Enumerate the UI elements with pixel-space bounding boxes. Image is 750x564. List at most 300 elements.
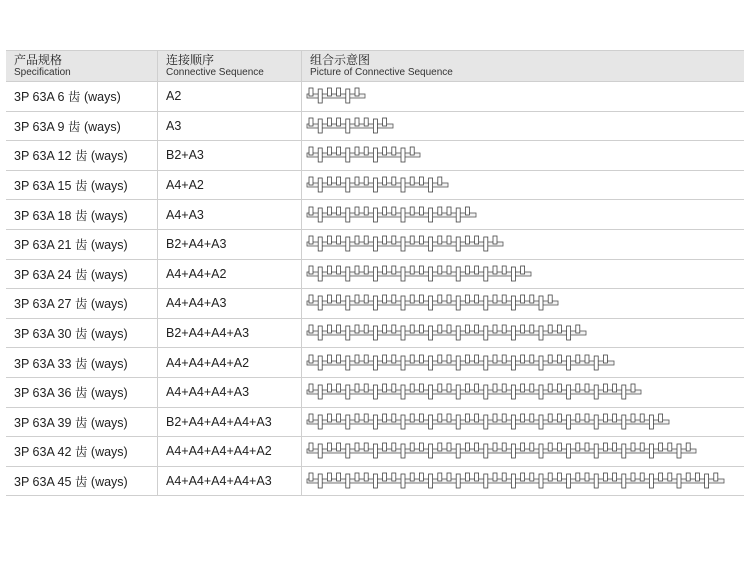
busbar-tooth	[649, 415, 653, 429]
table-header	[6, 50, 744, 82]
busbar-tooth	[475, 473, 479, 481]
busbar-tooth	[622, 415, 626, 429]
busbar-diagram	[306, 205, 478, 225]
busbar-tooth	[465, 207, 469, 215]
busbar-tooth	[475, 295, 479, 303]
busbar-tooth	[327, 236, 331, 244]
busbar-tooth	[401, 237, 405, 251]
busbar-tooth	[419, 473, 423, 481]
busbar-diagram	[306, 116, 395, 136]
sequence-cell: A4+A4+A4+A4+A3	[157, 467, 301, 496]
busbar-tooth	[677, 444, 681, 458]
busbar-tooth	[373, 178, 377, 192]
busbar-tooth	[557, 355, 561, 363]
table-body	[6, 82, 744, 496]
busbar-tooth	[410, 325, 414, 333]
table-row	[6, 260, 744, 290]
busbar-tooth	[548, 414, 552, 422]
busbar-tooth	[318, 356, 322, 370]
busbar-tooth	[355, 384, 359, 392]
busbar-tooth	[355, 118, 359, 126]
busbar-tooth	[355, 236, 359, 244]
busbar-diagram	[306, 234, 505, 254]
busbar-tooth	[355, 207, 359, 215]
busbar-tooth	[364, 414, 368, 422]
busbar-tooth	[594, 415, 598, 429]
busbar-tooth	[401, 444, 405, 458]
spec-cell: 3P 63A 33 齿 (ways)	[14, 356, 128, 371]
busbar-tooth	[373, 296, 377, 310]
busbar-tooth	[613, 473, 617, 481]
busbar-tooth	[585, 384, 589, 392]
spec-cell: 3P 63A 21 齿 (ways)	[14, 238, 128, 253]
busbar-tooth	[383, 118, 387, 126]
busbar-tooth	[346, 415, 350, 429]
busbar-tooth	[429, 296, 433, 310]
busbar-tooth	[548, 355, 552, 363]
busbar-tooth	[318, 178, 322, 192]
busbar-tooth	[659, 414, 663, 422]
busbar-tooth	[567, 474, 571, 488]
busbar-tooth	[567, 356, 571, 370]
busbar-tooth	[410, 266, 414, 274]
busbar-tooth	[668, 473, 672, 481]
busbar-tooth	[502, 414, 506, 422]
table-row	[6, 82, 744, 112]
busbar-tooth	[548, 325, 552, 333]
busbar-tooth	[603, 443, 607, 451]
busbar-tooth	[337, 325, 341, 333]
busbar-picture-cell	[301, 348, 744, 377]
busbar-tooth	[401, 208, 405, 222]
busbar-tooth	[484, 385, 488, 399]
busbar-tooth	[383, 295, 387, 303]
busbar-diagram	[306, 86, 367, 106]
busbar-diagram	[306, 323, 588, 343]
busbar-tooth	[419, 236, 423, 244]
busbar-tooth	[493, 355, 497, 363]
spec-cell: 3P 63A 12 齿 (ways)	[14, 149, 128, 164]
sequence-cell: A2	[157, 82, 301, 111]
busbar-tooth	[456, 237, 460, 251]
busbar-tooth	[309, 147, 313, 155]
busbar-tooth	[567, 326, 571, 340]
busbar-tooth	[465, 384, 469, 392]
busbar-tooth	[392, 266, 396, 274]
busbar-tooth	[392, 295, 396, 303]
busbar-tooth	[493, 473, 497, 481]
busbar-tooth	[410, 355, 414, 363]
busbar-picture-cell	[301, 437, 744, 466]
busbar-tooth	[337, 207, 341, 215]
busbar-tooth	[521, 266, 525, 274]
busbar-tooth	[318, 415, 322, 429]
busbar-tooth	[309, 295, 313, 303]
busbar-tooth	[539, 474, 543, 488]
busbar-tooth	[373, 267, 377, 281]
busbar-tooth	[392, 384, 396, 392]
busbar-tooth	[447, 325, 451, 333]
busbar-tooth	[521, 355, 525, 363]
busbar-tooth	[502, 473, 506, 481]
busbar-tooth	[410, 177, 414, 185]
busbar-tooth	[539, 444, 543, 458]
busbar-tooth	[456, 296, 460, 310]
busbar-tooth	[631, 473, 635, 481]
busbar-tooth	[475, 236, 479, 244]
busbar-tooth	[346, 474, 350, 488]
busbar-tooth	[392, 414, 396, 422]
busbar-tooth	[447, 384, 451, 392]
busbar-tooth	[640, 443, 644, 451]
busbar-tooth	[649, 444, 653, 458]
busbar-tooth	[419, 355, 423, 363]
busbar-tooth	[438, 236, 442, 244]
busbar-tooth	[640, 473, 644, 481]
busbar-tooth	[530, 443, 534, 451]
header-specification	[6, 51, 157, 81]
busbar-tooth	[337, 177, 341, 185]
busbar-tooth	[383, 443, 387, 451]
busbar-picture-cell	[301, 319, 744, 348]
busbar-tooth	[373, 444, 377, 458]
table-row	[6, 378, 744, 408]
busbar-tooth	[309, 177, 313, 185]
busbar-tooth	[337, 295, 341, 303]
busbar-tooth	[484, 267, 488, 281]
sequence-cell: A4+A4+A4+A2	[157, 348, 301, 377]
sequence-cell: A4+A4+A2	[157, 260, 301, 289]
busbar-tooth	[465, 443, 469, 451]
table-row	[6, 200, 744, 230]
busbar-tooth	[346, 356, 350, 370]
table-row	[6, 348, 744, 378]
busbar-tooth	[392, 355, 396, 363]
header-spec-en: Specification	[14, 66, 71, 78]
busbar-tooth	[603, 384, 607, 392]
busbar-tooth	[337, 443, 341, 451]
busbar-tooth	[383, 177, 387, 185]
busbar-tooth	[419, 207, 423, 215]
table-row	[6, 230, 744, 260]
busbar-tooth	[364, 236, 368, 244]
busbar-tooth	[318, 208, 322, 222]
busbar-tooth	[429, 385, 433, 399]
sequence-cell: A4+A4+A4+A3	[157, 378, 301, 407]
busbar-tooth	[429, 326, 433, 340]
busbar-tooth	[438, 473, 442, 481]
busbar-tooth	[557, 443, 561, 451]
busbar-tooth	[594, 444, 598, 458]
busbar-tooth	[502, 295, 506, 303]
spec-cell: 3P 63A 18 齿 (ways)	[14, 208, 128, 223]
busbar-tooth	[383, 355, 387, 363]
busbar-tooth	[364, 295, 368, 303]
busbar-tooth	[705, 474, 709, 488]
busbar-diagram	[306, 264, 533, 284]
header-sequence	[157, 51, 301, 81]
header-seq-zh: 连接顺序	[166, 52, 215, 67]
busbar-tooth	[438, 295, 442, 303]
busbar-tooth	[401, 356, 405, 370]
busbar-tooth	[392, 147, 396, 155]
busbar-tooth	[511, 474, 515, 488]
busbar-tooth	[493, 266, 497, 274]
busbar-diagram	[306, 353, 616, 373]
busbar-tooth	[447, 295, 451, 303]
table-row	[6, 437, 744, 467]
busbar-tooth	[346, 208, 350, 222]
busbar-tooth	[686, 473, 690, 481]
busbar-diagram	[306, 471, 726, 491]
busbar-tooth	[383, 325, 387, 333]
busbar-tooth	[594, 474, 598, 488]
busbar-tooth	[521, 473, 525, 481]
busbar-tooth	[355, 88, 359, 96]
busbar-tooth	[585, 414, 589, 422]
busbar-tooth	[456, 326, 460, 340]
busbar-tooth	[567, 385, 571, 399]
spec-cell: 3P 63A 30 齿 (ways)	[14, 327, 128, 342]
busbar-tooth	[318, 326, 322, 340]
busbar-tooth	[429, 474, 433, 488]
busbar-tooth	[585, 443, 589, 451]
busbar-tooth	[346, 237, 350, 251]
busbar-tooth	[337, 473, 341, 481]
busbar-tooth	[493, 414, 497, 422]
busbar-tooth	[557, 414, 561, 422]
busbar-tooth	[502, 355, 506, 363]
busbar-tooth	[631, 443, 635, 451]
busbar-tooth	[392, 207, 396, 215]
busbar-tooth	[557, 325, 561, 333]
sequence-cell: A3	[157, 112, 301, 141]
busbar-tooth	[346, 326, 350, 340]
busbar-tooth	[511, 326, 515, 340]
busbar-tooth	[346, 178, 350, 192]
busbar-tooth	[438, 414, 442, 422]
busbar-tooth	[539, 296, 543, 310]
busbar-tooth	[318, 296, 322, 310]
busbar-tooth	[576, 414, 580, 422]
busbar-tooth	[327, 266, 331, 274]
busbar-tooth	[438, 266, 442, 274]
busbar-tooth	[327, 355, 331, 363]
busbar-picture-cell	[301, 467, 744, 496]
busbar-tooth	[557, 384, 561, 392]
busbar-tooth	[373, 237, 377, 251]
busbar-tooth	[530, 384, 534, 392]
busbar-diagram	[306, 412, 671, 432]
table-row	[6, 408, 744, 438]
busbar-tooth	[355, 147, 359, 155]
busbar-tooth	[631, 414, 635, 422]
busbar-tooth	[530, 473, 534, 481]
busbar-tooth	[373, 208, 377, 222]
busbar-tooth	[355, 177, 359, 185]
busbar-tooth	[383, 414, 387, 422]
busbar-tooth	[521, 384, 525, 392]
busbar-tooth	[511, 296, 515, 310]
busbar-tooth	[309, 207, 313, 215]
busbar-tooth	[438, 207, 442, 215]
busbar-tooth	[373, 326, 377, 340]
busbar-picture-cell	[301, 260, 744, 289]
busbar-tooth	[677, 474, 681, 488]
busbar-tooth	[392, 177, 396, 185]
busbar-tooth	[530, 355, 534, 363]
sequence-cell: B2+A3	[157, 141, 301, 170]
busbar-tooth	[327, 443, 331, 451]
busbar-tooth	[401, 326, 405, 340]
busbar-tooth	[465, 266, 469, 274]
busbar-tooth	[318, 444, 322, 458]
busbar-tooth	[392, 443, 396, 451]
busbar-tooth	[318, 148, 322, 162]
busbar-tooth	[659, 443, 663, 451]
busbar-tooth	[337, 147, 341, 155]
spec-table	[6, 50, 744, 496]
busbar-tooth	[364, 384, 368, 392]
busbar-tooth	[429, 178, 433, 192]
busbar-tooth	[548, 443, 552, 451]
busbar-tooth	[456, 444, 460, 458]
sequence-cell: A4+A4+A3	[157, 289, 301, 318]
busbar-tooth	[355, 443, 359, 451]
busbar-tooth	[622, 444, 626, 458]
busbar-tooth	[309, 88, 313, 96]
busbar-tooth	[447, 443, 451, 451]
busbar-tooth	[511, 267, 515, 281]
busbar-tooth	[364, 325, 368, 333]
busbar-tooth	[622, 474, 626, 488]
busbar-tooth	[686, 443, 690, 451]
busbar-tooth	[327, 88, 331, 96]
busbar-tooth	[410, 384, 414, 392]
busbar-tooth	[475, 355, 479, 363]
busbar-tooth	[419, 443, 423, 451]
busbar-tooth	[318, 385, 322, 399]
busbar-tooth	[410, 147, 414, 155]
busbar-tooth	[419, 177, 423, 185]
busbar-tooth	[346, 385, 350, 399]
busbar-tooth	[631, 384, 635, 392]
busbar-tooth	[373, 119, 377, 133]
busbar-tooth	[429, 356, 433, 370]
busbar-tooth	[337, 88, 341, 96]
busbar-tooth	[649, 474, 653, 488]
busbar-diagram	[306, 293, 560, 313]
busbar-tooth	[521, 414, 525, 422]
busbar-tooth	[502, 443, 506, 451]
busbar-tooth	[318, 474, 322, 488]
busbar-tooth	[410, 473, 414, 481]
busbar-tooth	[557, 473, 561, 481]
busbar-tooth	[475, 414, 479, 422]
busbar-picture-cell	[301, 230, 744, 259]
busbar-tooth	[438, 177, 442, 185]
busbar-tooth	[364, 355, 368, 363]
busbar-tooth	[521, 325, 525, 333]
busbar-tooth	[419, 266, 423, 274]
busbar-tooth	[567, 415, 571, 429]
busbar-tooth	[548, 295, 552, 303]
busbar-tooth	[484, 444, 488, 458]
busbar-tooth	[502, 384, 506, 392]
busbar-tooth	[309, 325, 313, 333]
busbar-tooth	[465, 473, 469, 481]
busbar-tooth	[346, 267, 350, 281]
busbar-tooth	[511, 415, 515, 429]
busbar-tooth	[475, 325, 479, 333]
busbar-tooth	[419, 295, 423, 303]
busbar-tooth	[309, 414, 313, 422]
busbar-tooth	[668, 443, 672, 451]
busbar-tooth	[364, 266, 368, 274]
table-row	[6, 467, 744, 497]
busbar-tooth	[401, 148, 405, 162]
busbar-tooth	[401, 385, 405, 399]
busbar-tooth	[493, 295, 497, 303]
busbar-tooth	[429, 415, 433, 429]
table-row	[6, 112, 744, 142]
busbar-tooth	[383, 147, 387, 155]
busbar-tooth	[401, 296, 405, 310]
busbar-tooth	[465, 355, 469, 363]
spec-cell: 3P 63A 15 齿 (ways)	[14, 179, 128, 194]
spec-cell: 3P 63A 9 齿 (ways)	[14, 119, 121, 134]
busbar-tooth	[576, 384, 580, 392]
busbar-tooth	[355, 473, 359, 481]
busbar-tooth	[594, 385, 598, 399]
busbar-tooth	[493, 325, 497, 333]
busbar-tooth	[346, 89, 350, 103]
spec-cell: 3P 63A 39 齿 (ways)	[14, 415, 128, 430]
busbar-tooth	[456, 356, 460, 370]
busbar-picture-cell	[301, 200, 744, 229]
busbar-tooth	[456, 415, 460, 429]
busbar-tooth	[392, 325, 396, 333]
busbar-tooth	[327, 325, 331, 333]
table-row	[6, 171, 744, 201]
busbar-tooth	[337, 266, 341, 274]
busbar-tooth	[530, 414, 534, 422]
busbar-diagram	[306, 382, 643, 402]
busbar-picture-cell	[301, 378, 744, 407]
busbar-tooth	[355, 295, 359, 303]
busbar-tooth	[355, 355, 359, 363]
busbar-diagram	[306, 441, 698, 461]
busbar-tooth	[309, 443, 313, 451]
busbar-tooth	[401, 178, 405, 192]
spec-cell: 3P 63A 24 齿 (ways)	[14, 267, 128, 282]
busbar-tooth	[613, 414, 617, 422]
busbar-tooth	[613, 443, 617, 451]
busbar-tooth	[613, 384, 617, 392]
busbar-tooth	[447, 414, 451, 422]
spec-cell: 3P 63A 27 齿 (ways)	[14, 297, 128, 312]
busbar-tooth	[465, 414, 469, 422]
busbar-tooth	[364, 207, 368, 215]
busbar-tooth	[383, 384, 387, 392]
busbar-tooth	[373, 148, 377, 162]
busbar-tooth	[447, 355, 451, 363]
header-seq-en: Connective Sequence	[166, 66, 264, 78]
busbar-tooth	[576, 325, 580, 333]
busbar-tooth	[511, 385, 515, 399]
busbar-tooth	[419, 384, 423, 392]
header-pic-zh: 组合示意图	[310, 52, 371, 67]
